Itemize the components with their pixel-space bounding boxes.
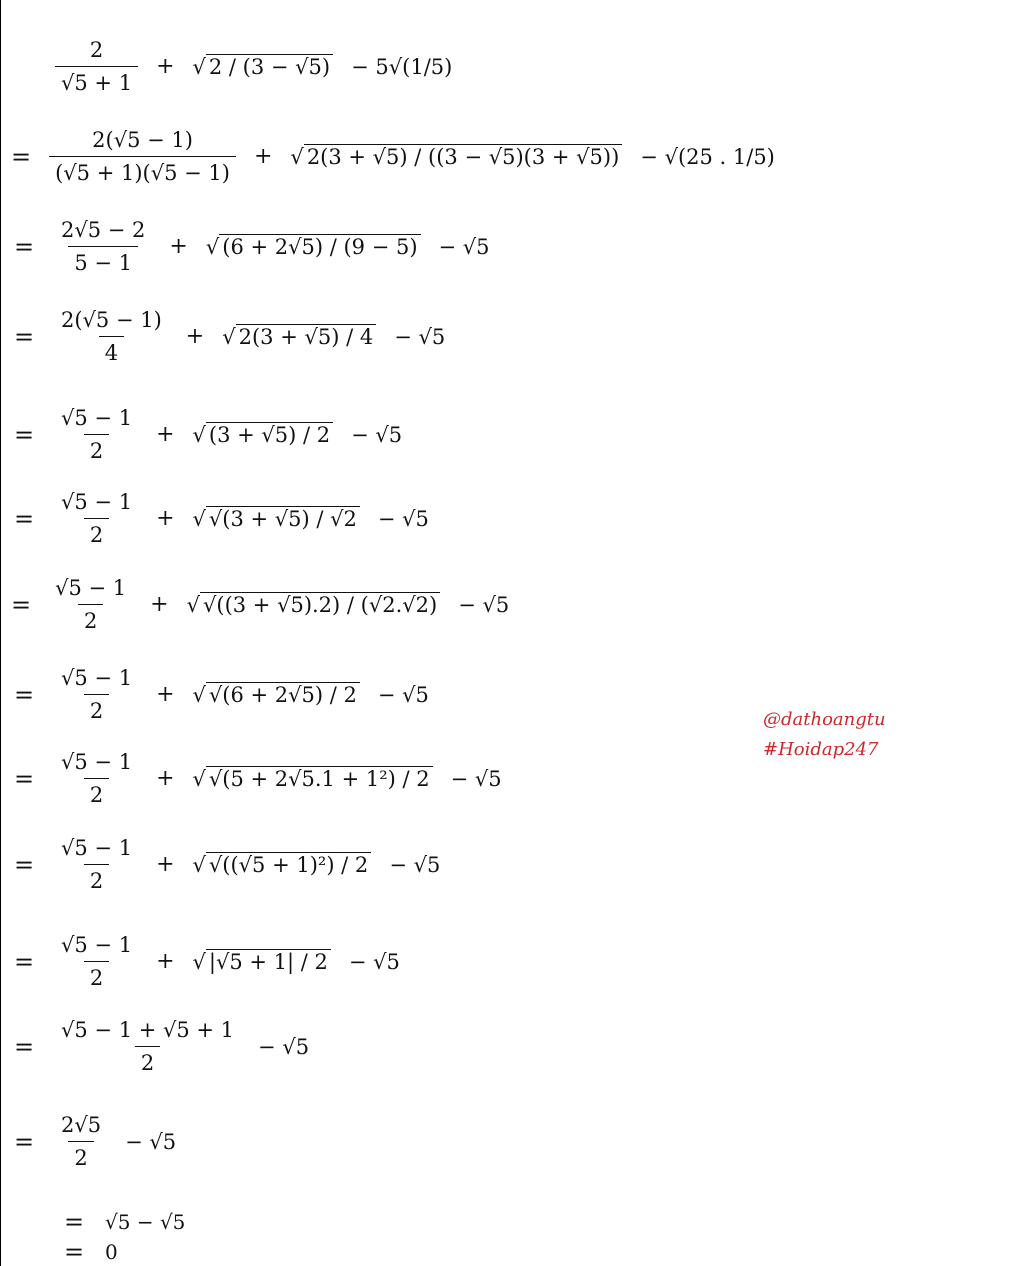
trailing-term: 0: [105, 1240, 118, 1264]
numerator: √5 − 1: [61, 933, 133, 957]
sqrt-icon: √: [192, 683, 206, 707]
equals-sign: =: [13, 232, 35, 261]
fraction: [55, 836, 138, 893]
step-line: [11, 38, 504, 95]
sqrt-icon: √: [222, 325, 236, 349]
radical-term: [193, 506, 360, 531]
trailing-term: − √5: [458, 592, 510, 617]
fraction: [55, 490, 138, 547]
radical-term: [290, 144, 622, 169]
trailing-term: − √5: [450, 766, 502, 791]
fraction: [55, 1113, 107, 1170]
step-line: [11, 933, 504, 990]
step-line: [11, 750, 504, 807]
numerator: √5 − 1: [61, 490, 133, 514]
radicand: 2(3 + √5) / ((3 − √5)(3 + √5)): [304, 144, 622, 169]
sqrt-icon: √: [192, 767, 206, 791]
radical-term: [222, 324, 376, 349]
step-line: [11, 490, 504, 547]
denominator: 2: [68, 1141, 93, 1170]
watermark: [763, 705, 886, 765]
denominator: 2: [84, 694, 109, 723]
fraction: [55, 1018, 240, 1075]
sqrt-icon: √: [205, 235, 220, 259]
sqrt-icon: √: [192, 423, 206, 447]
fraction: [49, 576, 132, 633]
radical-term: [193, 852, 372, 877]
radical-term: [193, 766, 433, 791]
trailing-term: − √5: [348, 949, 400, 974]
equals-sign: =: [11, 590, 32, 619]
radicand: (6 + 2√5) / (9 − 5): [219, 234, 420, 259]
fraction: [55, 666, 138, 723]
radicand: √(5 + 2√5.1 + 1²) / 2: [206, 766, 433, 791]
plus-operator: +: [185, 324, 205, 349]
step-line: [61, 1238, 504, 1266]
denominator: 5 − 1: [68, 246, 138, 275]
equals-sign: =: [13, 764, 35, 793]
trailing-term: − √5: [125, 1129, 177, 1154]
radicand: (3 + √5) / 2: [206, 422, 333, 447]
sqrt-icon: √: [192, 55, 206, 79]
numerator: √5 − 1: [61, 836, 133, 860]
denominator: (√5 + 1)(√5 − 1): [49, 156, 236, 185]
radicand: |√5 + 1| / 2: [206, 949, 331, 974]
numerator: √5 − 1: [61, 750, 133, 774]
plus-operator: +: [156, 422, 175, 447]
denominator: 2: [84, 518, 109, 547]
numerator: 2√5: [61, 1113, 102, 1137]
equals-sign: =: [13, 1127, 35, 1156]
denominator: 2: [84, 778, 109, 807]
fraction: [55, 218, 151, 275]
step-line: [11, 218, 504, 275]
fraction: [55, 750, 138, 807]
step-line: [11, 128, 775, 185]
equals-sign: =: [13, 680, 35, 709]
equals-sign: =: [13, 1032, 35, 1061]
numerator: √5 − 1: [61, 406, 133, 430]
numerator: √5 − 1: [55, 576, 127, 600]
plus-operator: +: [156, 766, 175, 791]
numerator: √5 − 1: [61, 666, 133, 690]
step-line: [11, 1018, 504, 1075]
equals-sign: =: [13, 420, 35, 449]
fraction: [55, 38, 138, 95]
plus-operator: +: [253, 144, 273, 169]
step-line: [11, 308, 504, 365]
equals-sign: =: [13, 947, 35, 976]
fraction: [55, 308, 168, 365]
equals-sign: =: [63, 1208, 85, 1236]
sqrt-icon: √: [192, 507, 206, 531]
watermark-tag: #Hoidap247: [763, 739, 879, 760]
trailing-term: − √(25 . 1/5): [640, 144, 775, 169]
step-line: [11, 576, 510, 633]
radicand: 2(3 + √5) / 4: [236, 324, 377, 349]
radical-term: [187, 592, 441, 617]
plus-operator: +: [156, 682, 175, 707]
trailing-term: − √5: [377, 682, 429, 707]
numerator: 2√5 − 2: [61, 218, 146, 242]
plus-operator: +: [156, 506, 175, 531]
radical-term: [193, 422, 334, 447]
sqrt-icon: √: [192, 853, 206, 877]
radical-term: [193, 682, 360, 707]
numerator: 2(√5 − 1): [61, 308, 162, 332]
plus-operator: +: [156, 54, 175, 79]
trailing-term: − √5: [389, 852, 441, 877]
trailing-term: √5 − √5: [105, 1210, 186, 1234]
step-line: [11, 836, 504, 893]
radicand: √((3 + √5).2) / (√2.√2): [200, 592, 440, 617]
step-line: [11, 666, 504, 723]
equals-sign: =: [13, 850, 35, 879]
trailing-term: − 5√(1/5): [351, 54, 453, 79]
trailing-term: − √5: [351, 422, 403, 447]
plus-operator: +: [156, 852, 175, 877]
plus-operator: +: [169, 234, 188, 259]
sqrt-icon: √: [290, 145, 304, 169]
numerator: √5 − 1 + √5 + 1: [61, 1018, 235, 1042]
fraction: [49, 128, 236, 185]
equals-sign: =: [13, 504, 35, 533]
equals-sign: =: [13, 322, 35, 351]
radical-term: [206, 234, 421, 259]
trailing-term: − √5: [394, 324, 446, 349]
denominator: 4: [99, 336, 124, 365]
trailing-term: − √5: [258, 1034, 310, 1059]
step-line: [11, 1113, 504, 1170]
fraction: [55, 933, 138, 990]
sqrt-icon: √: [186, 593, 200, 617]
trailing-term: − √5: [438, 234, 490, 259]
step-line: [11, 406, 504, 463]
equals-sign: =: [63, 1238, 85, 1266]
fraction: [55, 406, 138, 463]
radicand: √(6 + 2√5) / 2: [206, 682, 360, 707]
denominator: √5 + 1: [55, 66, 138, 95]
denominator: 2: [84, 961, 109, 990]
numerator: 2(√5 − 1): [92, 128, 193, 152]
plus-operator: +: [156, 949, 175, 974]
radical-term: [193, 54, 334, 79]
plus-operator: +: [150, 592, 169, 617]
radicand: √(3 + √5) / √2: [206, 506, 360, 531]
radicand: √((√5 + 1)²) / 2: [206, 852, 371, 877]
trailing-term: − √5: [377, 506, 429, 531]
denominator: 2: [84, 864, 109, 893]
equals-sign: =: [11, 142, 32, 171]
radical-term: [193, 949, 331, 974]
watermark-handle: @dathoangtu: [763, 709, 886, 730]
denominator: 2: [78, 604, 103, 633]
numerator: 2: [89, 38, 104, 62]
radicand: 2 / (3 − √5): [206, 54, 333, 79]
step-line: [61, 1208, 504, 1236]
sqrt-icon: √: [192, 950, 206, 974]
denominator: 2: [84, 434, 109, 463]
denominator: 2: [135, 1046, 160, 1075]
